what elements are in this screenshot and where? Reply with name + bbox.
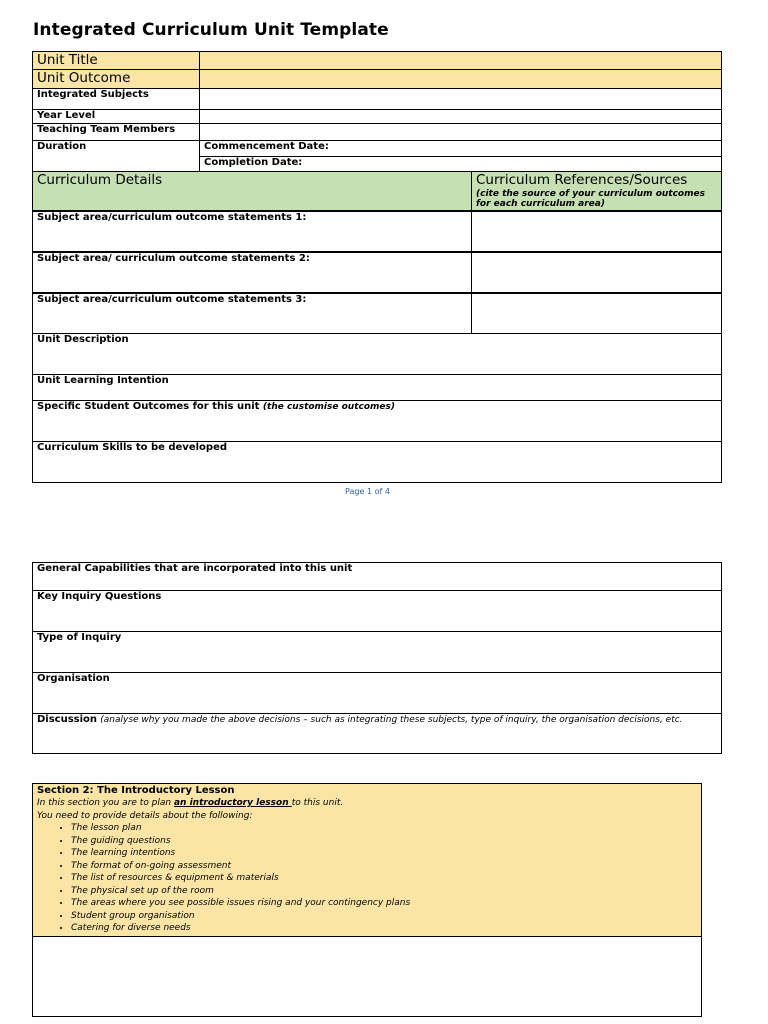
section2-list	[37, 822, 697, 935]
year-level-label: Year Level	[33, 110, 200, 124]
page-title: Integrated Curriculum Unit Template	[33, 20, 389, 40]
section2-intro-post: to this unit.	[291, 798, 344, 808]
list-item: • The physical set up of the room	[71, 885, 697, 898]
list-item: • The format of on-going assessment	[71, 860, 697, 873]
teaching-team-field[interactable]	[200, 124, 722, 141]
discussion-field[interactable]	[33, 714, 722, 754]
discussion-note: (analyse why you made the above decisions – such as integrating these subjects, type of inquiry, the organisation decisions, etc.	[100, 715, 683, 725]
section2-intro-pre: In this section you are to plan	[37, 798, 174, 808]
curriculum-refs-note: (cite the source of your curriculum outcomes for each curriculum area)	[476, 189, 705, 209]
unit-outcome-label: Unit Outcome	[33, 70, 200, 89]
teaching-team-label: Teaching Team Members	[33, 124, 200, 141]
curriculum-details-header: Curriculum Details	[33, 172, 472, 211]
list-item: • The areas where you see possible issues rising and your contingency plans	[71, 897, 697, 910]
year-level-field[interactable]	[200, 110, 722, 124]
unit-outcome-field[interactable]	[200, 70, 722, 89]
section2-instructions	[33, 784, 702, 937]
list-item: • The learning intentions	[71, 847, 697, 860]
section2-details: You need to provide details about the following:	[37, 810, 253, 821]
list-item: • Student group organisation	[71, 910, 697, 923]
introductory-lesson-table	[32, 783, 702, 1017]
list-item: • The list of resources & equipment & materials	[71, 872, 697, 885]
statement-1-field[interactable]: Subject area/curriculum outcome statements 1:	[33, 211, 472, 252]
curriculum-refs-title: Curriculum References/Sources	[476, 172, 688, 188]
statement-3-field[interactable]: Subject area/curriculum outcome statements 3:	[33, 293, 472, 334]
unit-title-field[interactable]	[200, 52, 722, 70]
list-item: • The lesson plan	[71, 822, 697, 835]
duration-label: Duration	[33, 141, 200, 172]
introductory-lesson-field[interactable]	[33, 936, 702, 1016]
commencement-date-field[interactable]: Commencement Date:	[200, 141, 722, 157]
organisation-field[interactable]: Organisation	[33, 673, 722, 714]
curriculum-skills-field[interactable]: Curriculum Skills to be developed	[33, 442, 722, 483]
section2-heading: Section 2: The Introductory Lesson	[37, 785, 235, 796]
unit-learning-intention-field[interactable]: Unit Learning Intention	[33, 375, 722, 401]
key-inquiry-field[interactable]: Key Inquiry Questions	[33, 591, 722, 632]
type-of-inquiry-field[interactable]: Type of Inquiry	[33, 632, 722, 673]
section2-intro-link: an introductory lesson	[173, 798, 292, 808]
curriculum-refs-header	[472, 172, 722, 211]
unit-inquiry-table	[32, 562, 722, 754]
specific-outcomes-field[interactable]	[33, 401, 722, 442]
specific-outcomes-note: (the customise outcomes)	[262, 402, 395, 412]
specific-outcomes-label: Specific Student Outcomes for this unit	[37, 401, 260, 412]
discussion-label: Discussion	[37, 714, 98, 725]
list-item: • The guiding questions	[71, 835, 697, 848]
unit-description-field[interactable]: Unit Description	[33, 334, 722, 375]
statement-2-field[interactable]: Subject area/ curriculum outcome statements 2:	[33, 252, 472, 293]
unit-details-table	[32, 51, 722, 483]
integrated-subjects-field[interactable]	[200, 89, 722, 110]
section2-intro	[37, 797, 697, 810]
statement-2-refs[interactable]	[472, 252, 722, 293]
page-number: Page 1 of 4	[345, 487, 390, 496]
completion-date-field[interactable]: Completion Date:	[200, 157, 722, 172]
statement-1-refs[interactable]	[472, 211, 722, 252]
list-item: • Catering for diverse needs	[71, 922, 697, 935]
integrated-subjects-label: Integrated Subjects	[33, 89, 200, 110]
statement-3-refs[interactable]	[472, 293, 722, 334]
unit-title-label: Unit Title	[33, 52, 200, 70]
general-capabilities-field[interactable]: General Capabilities that are incorporated into this unit	[33, 563, 722, 591]
